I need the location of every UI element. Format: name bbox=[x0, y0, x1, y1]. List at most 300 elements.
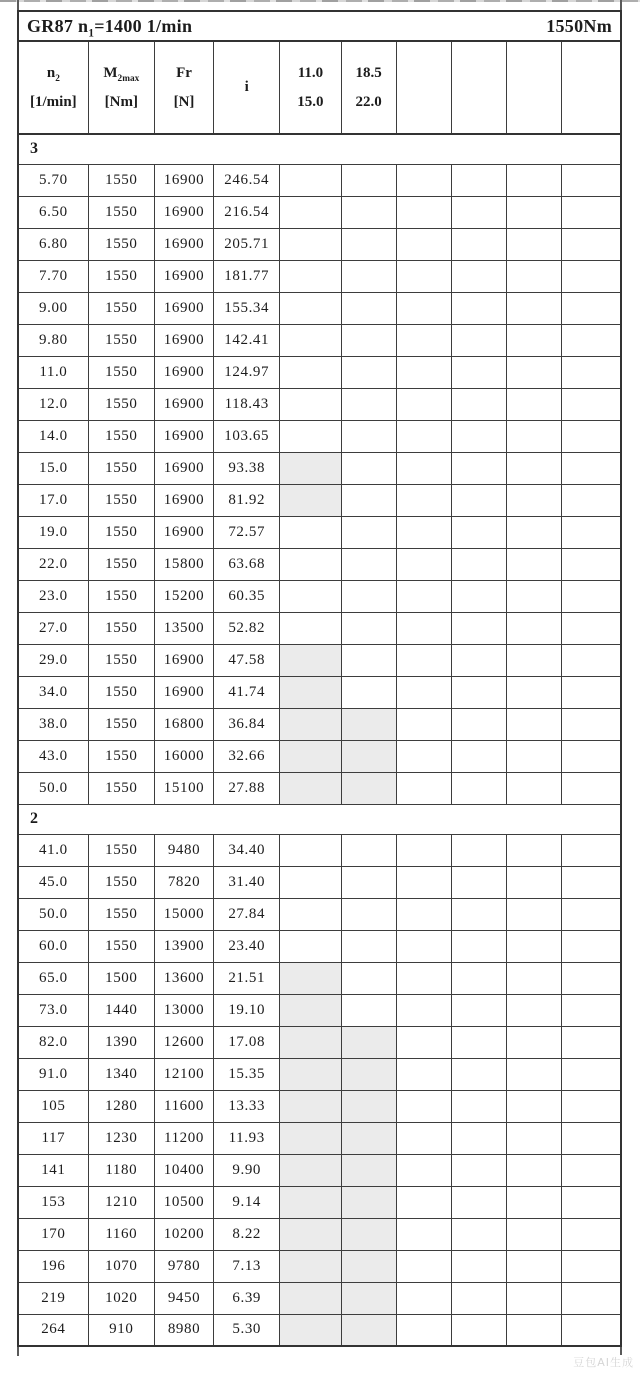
cell-i: 41.74 bbox=[214, 676, 280, 708]
cell-empty bbox=[507, 962, 562, 994]
cell-fr: 16900 bbox=[154, 260, 213, 292]
cell-i: 155.34 bbox=[214, 292, 280, 324]
cell-m2max: 1550 bbox=[88, 516, 154, 548]
cell-ratio1 bbox=[280, 260, 341, 292]
cell-i: 9.14 bbox=[214, 1186, 280, 1218]
cell-empty bbox=[507, 1314, 562, 1346]
cell-empty bbox=[562, 1154, 621, 1186]
cell-i: 19.10 bbox=[214, 994, 280, 1026]
cell-i: 32.66 bbox=[214, 740, 280, 772]
cell-empty bbox=[507, 228, 562, 260]
cell-empty bbox=[451, 994, 506, 1026]
cell-m2max: 1550 bbox=[88, 930, 154, 962]
cell-m2max: 1550 bbox=[88, 772, 154, 804]
cell-i: 93.38 bbox=[214, 452, 280, 484]
torque-rating: 1550Nm bbox=[546, 15, 612, 36]
cell-empty bbox=[562, 420, 621, 452]
cell-empty bbox=[451, 1186, 506, 1218]
cell-ratio1 bbox=[280, 1314, 341, 1346]
cell-fr: 15000 bbox=[154, 898, 213, 930]
cell-m2max: 1550 bbox=[88, 834, 154, 866]
table-row bbox=[18, 1122, 621, 1154]
cell-i: 23.40 bbox=[214, 930, 280, 962]
cell-i: 124.97 bbox=[214, 356, 280, 388]
cell-ratio2 bbox=[341, 196, 396, 228]
cell-empty bbox=[396, 580, 451, 612]
cell-empty bbox=[562, 708, 621, 740]
cell-fr: 16900 bbox=[154, 516, 213, 548]
header-m2max-unit: [Nm] bbox=[104, 93, 138, 110]
table-row bbox=[18, 1058, 621, 1090]
cell-empty bbox=[396, 676, 451, 708]
cell-n2: 27.0 bbox=[18, 612, 88, 644]
cell-empty bbox=[562, 1122, 621, 1154]
cell-n2: 6.50 bbox=[18, 196, 88, 228]
cell-empty bbox=[562, 388, 621, 420]
cell-empty bbox=[507, 548, 562, 580]
cell-n2: 11.0 bbox=[18, 356, 88, 388]
cell-empty bbox=[507, 994, 562, 1026]
cell-empty bbox=[451, 612, 506, 644]
cell-n2: 5.70 bbox=[18, 164, 88, 196]
cell-ratio2 bbox=[341, 516, 396, 548]
table-row bbox=[18, 994, 621, 1026]
cell-n2: 9.00 bbox=[18, 292, 88, 324]
cell-ratio1 bbox=[280, 452, 341, 484]
cell-m2max: 1020 bbox=[88, 1282, 154, 1314]
cell-empty bbox=[507, 580, 562, 612]
cell-ratio1 bbox=[280, 898, 341, 930]
header-m2max bbox=[88, 41, 154, 134]
table-row bbox=[18, 1218, 621, 1250]
cell-m2max: 1550 bbox=[88, 324, 154, 356]
cell-empty bbox=[396, 1282, 451, 1314]
cell-ratio1 bbox=[280, 228, 341, 260]
table-row bbox=[18, 1154, 621, 1186]
cell-empty bbox=[562, 1058, 621, 1090]
cell-fr: 16900 bbox=[154, 356, 213, 388]
header-m2max-symbol: $M_{2max}$ bbox=[103, 65, 140, 84]
cell-empty bbox=[507, 420, 562, 452]
cell-i: 7.13 bbox=[214, 1250, 280, 1282]
cell-ratio2 bbox=[341, 1186, 396, 1218]
cell-fr: 13500 bbox=[154, 612, 213, 644]
cell-ratio1 bbox=[280, 1058, 341, 1090]
cell-n2: 50.0 bbox=[18, 772, 88, 804]
cell-empty bbox=[451, 388, 506, 420]
cell-empty bbox=[451, 292, 506, 324]
cell-i: 81.92 bbox=[214, 484, 280, 516]
cell-m2max: 1280 bbox=[88, 1090, 154, 1122]
cell-i: 5.30 bbox=[214, 1314, 280, 1346]
table-row bbox=[18, 580, 621, 612]
cell-empty bbox=[507, 356, 562, 388]
cell-empty bbox=[507, 292, 562, 324]
cell-empty bbox=[562, 994, 621, 1026]
cell-m2max: 1340 bbox=[88, 1058, 154, 1090]
cell-m2max: 1550 bbox=[88, 260, 154, 292]
cell-empty bbox=[507, 1282, 562, 1314]
cell-empty bbox=[562, 612, 621, 644]
cell-empty bbox=[396, 708, 451, 740]
cell-empty bbox=[451, 260, 506, 292]
cell-empty bbox=[396, 612, 451, 644]
cell-empty bbox=[562, 930, 621, 962]
cell-empty bbox=[451, 452, 506, 484]
cell-fr: 16900 bbox=[154, 228, 213, 260]
cell-empty bbox=[396, 484, 451, 516]
cell-empty bbox=[451, 1250, 506, 1282]
table-row bbox=[18, 164, 621, 196]
title-row bbox=[18, 11, 621, 41]
ratio-value: 15.0 bbox=[297, 93, 324, 110]
cell-empty bbox=[396, 834, 451, 866]
cell-empty bbox=[451, 356, 506, 388]
cell-n2: 219 bbox=[18, 1282, 88, 1314]
cell-empty bbox=[451, 1058, 506, 1090]
cell-i: 8.22 bbox=[214, 1218, 280, 1250]
cell-empty bbox=[562, 324, 621, 356]
cell-empty bbox=[507, 196, 562, 228]
cell-empty bbox=[451, 196, 506, 228]
cell-empty bbox=[507, 1154, 562, 1186]
cell-ratio2 bbox=[341, 962, 396, 994]
cell-fr: 15100 bbox=[154, 772, 213, 804]
cell-i: 17.08 bbox=[214, 1026, 280, 1058]
cell-ratio2 bbox=[341, 292, 396, 324]
cell-m2max: 1550 bbox=[88, 898, 154, 930]
cell-empty bbox=[451, 1314, 506, 1346]
cell-empty bbox=[562, 772, 621, 804]
cell-i: 27.84 bbox=[214, 898, 280, 930]
cell-empty bbox=[451, 484, 506, 516]
cell-ratio1 bbox=[280, 548, 341, 580]
cell-ratio1 bbox=[280, 834, 341, 866]
cell-empty bbox=[507, 708, 562, 740]
header-empty-1 bbox=[396, 41, 451, 134]
cell-empty bbox=[396, 324, 451, 356]
cell-empty bbox=[451, 580, 506, 612]
ratio-value: 11.0 bbox=[297, 65, 324, 81]
cell-empty bbox=[562, 452, 621, 484]
table-row bbox=[18, 1314, 621, 1346]
cell-m2max: 1550 bbox=[88, 228, 154, 260]
cell-empty bbox=[562, 834, 621, 866]
cell-ratio2 bbox=[341, 612, 396, 644]
cell-empty bbox=[396, 1250, 451, 1282]
cell-fr: 16800 bbox=[154, 708, 213, 740]
cell-ratio1 bbox=[280, 164, 341, 196]
cell-empty bbox=[562, 1314, 621, 1346]
cell-ratio1 bbox=[280, 930, 341, 962]
cell-ratio2 bbox=[341, 548, 396, 580]
cell-empty bbox=[562, 292, 621, 324]
header-ratio-group-2 bbox=[341, 41, 396, 134]
table-row bbox=[18, 1282, 621, 1314]
cell-empty bbox=[562, 484, 621, 516]
cell-m2max: 1390 bbox=[88, 1026, 154, 1058]
cell-fr: 7820 bbox=[154, 866, 213, 898]
cell-ratio2 bbox=[341, 898, 396, 930]
cell-i: 36.84 bbox=[214, 708, 280, 740]
cell-fr: 15800 bbox=[154, 548, 213, 580]
table-row bbox=[18, 676, 621, 708]
cell-ratio2 bbox=[341, 580, 396, 612]
section-header-row bbox=[18, 804, 621, 834]
cell-i: 142.41 bbox=[214, 324, 280, 356]
cell-fr: 16900 bbox=[154, 292, 213, 324]
table-row bbox=[18, 516, 621, 548]
cell-empty bbox=[562, 1090, 621, 1122]
cell-i: 11.93 bbox=[214, 1122, 280, 1154]
cell-ratio1 bbox=[280, 994, 341, 1026]
cell-i: 181.77 bbox=[214, 260, 280, 292]
cell-empty bbox=[507, 452, 562, 484]
cell-ratio1 bbox=[280, 1154, 341, 1186]
table-row bbox=[18, 420, 621, 452]
cell-m2max: 1550 bbox=[88, 580, 154, 612]
cell-n2: 153 bbox=[18, 1186, 88, 1218]
table-row bbox=[18, 708, 621, 740]
table-row bbox=[18, 612, 621, 644]
table-row bbox=[18, 962, 621, 994]
table-row bbox=[18, 324, 621, 356]
cell-ratio2 bbox=[341, 1218, 396, 1250]
cell-n2: 141 bbox=[18, 1154, 88, 1186]
cell-empty bbox=[451, 164, 506, 196]
cell-empty bbox=[562, 898, 621, 930]
section-label: 2 bbox=[18, 804, 621, 834]
cell-i: 27.88 bbox=[214, 772, 280, 804]
cell-empty bbox=[396, 1058, 451, 1090]
cell-fr: 16900 bbox=[154, 388, 213, 420]
cell-fr: 15200 bbox=[154, 580, 213, 612]
cell-empty bbox=[507, 866, 562, 898]
cell-fr: 13000 bbox=[154, 994, 213, 1026]
cell-n2: 14.0 bbox=[18, 420, 88, 452]
cell-empty bbox=[562, 196, 621, 228]
cell-i: 63.68 bbox=[214, 548, 280, 580]
spec-table bbox=[17, 10, 622, 1347]
cell-m2max: 1230 bbox=[88, 1122, 154, 1154]
cell-i: 6.39 bbox=[214, 1282, 280, 1314]
cell-n2: 15.0 bbox=[18, 452, 88, 484]
cell-i: 47.58 bbox=[214, 644, 280, 676]
cell-m2max: 1440 bbox=[88, 994, 154, 1026]
cell-n2: 50.0 bbox=[18, 898, 88, 930]
cell-empty bbox=[507, 1058, 562, 1090]
cell-ratio2 bbox=[341, 1058, 396, 1090]
cell-n2: 264 bbox=[18, 1314, 88, 1346]
cell-ratio1 bbox=[280, 612, 341, 644]
cell-ratio1 bbox=[280, 1282, 341, 1314]
cell-ratio2 bbox=[341, 388, 396, 420]
cell-m2max: 1550 bbox=[88, 740, 154, 772]
title-cell bbox=[18, 11, 621, 41]
table-row bbox=[18, 644, 621, 676]
cell-ratio1 bbox=[280, 676, 341, 708]
header-n2-symbol: $n_2$ bbox=[46, 65, 60, 84]
cell-ratio1 bbox=[280, 1218, 341, 1250]
header-empty-3 bbox=[507, 41, 562, 134]
cell-empty bbox=[396, 1154, 451, 1186]
cell-empty bbox=[507, 260, 562, 292]
cell-fr: 9780 bbox=[154, 1250, 213, 1282]
cell-empty bbox=[562, 516, 621, 548]
cell-ratio1 bbox=[280, 324, 341, 356]
cell-fr: 13600 bbox=[154, 962, 213, 994]
cell-empty bbox=[396, 196, 451, 228]
section-header-row bbox=[18, 134, 621, 164]
column-header-row bbox=[18, 41, 621, 134]
table-row bbox=[18, 898, 621, 930]
cell-ratio1 bbox=[280, 644, 341, 676]
cell-empty bbox=[507, 324, 562, 356]
cell-ratio1 bbox=[280, 292, 341, 324]
cell-ratio1 bbox=[280, 708, 341, 740]
cell-i: 205.71 bbox=[214, 228, 280, 260]
cell-fr: 16900 bbox=[154, 452, 213, 484]
cell-fr: 9450 bbox=[154, 1282, 213, 1314]
cell-empty bbox=[396, 452, 451, 484]
cell-m2max: 1550 bbox=[88, 676, 154, 708]
table-row bbox=[18, 548, 621, 580]
cell-empty bbox=[451, 644, 506, 676]
cell-empty bbox=[451, 772, 506, 804]
cell-ratio2 bbox=[341, 708, 396, 740]
table-row bbox=[18, 356, 621, 388]
cell-ratio2 bbox=[341, 228, 396, 260]
cell-m2max: 1550 bbox=[88, 644, 154, 676]
cell-n2: 29.0 bbox=[18, 644, 88, 676]
cell-i: 216.54 bbox=[214, 196, 280, 228]
cell-empty bbox=[396, 994, 451, 1026]
cell-m2max: 1550 bbox=[88, 548, 154, 580]
cell-empty bbox=[507, 1122, 562, 1154]
cell-empty bbox=[451, 708, 506, 740]
scan-edge-artifact bbox=[0, 0, 640, 2]
cell-ratio2 bbox=[341, 356, 396, 388]
cell-empty bbox=[562, 1250, 621, 1282]
header-n2-unit: [1/min] bbox=[30, 93, 77, 110]
cell-n2: 41.0 bbox=[18, 834, 88, 866]
cell-fr: 11200 bbox=[154, 1122, 213, 1154]
cell-fr: 10400 bbox=[154, 1154, 213, 1186]
gearbox-rating-table bbox=[17, 10, 622, 1347]
cell-empty bbox=[396, 644, 451, 676]
cell-m2max: 1550 bbox=[88, 612, 154, 644]
cell-empty bbox=[396, 1218, 451, 1250]
cell-ratio1 bbox=[280, 196, 341, 228]
cell-fr: 10200 bbox=[154, 1218, 213, 1250]
cell-i: 103.65 bbox=[214, 420, 280, 452]
table-row bbox=[18, 772, 621, 804]
cell-empty bbox=[562, 1282, 621, 1314]
cell-ratio1 bbox=[280, 580, 341, 612]
cell-empty bbox=[396, 1090, 451, 1122]
cell-empty bbox=[451, 1026, 506, 1058]
header-n2 bbox=[18, 41, 88, 134]
cell-ratio2 bbox=[341, 1250, 396, 1282]
cell-empty bbox=[396, 1186, 451, 1218]
cell-empty bbox=[562, 1026, 621, 1058]
table-row bbox=[18, 866, 621, 898]
cell-m2max: 1550 bbox=[88, 164, 154, 196]
cell-m2max: 1550 bbox=[88, 866, 154, 898]
table-row bbox=[18, 388, 621, 420]
cell-i: 72.57 bbox=[214, 516, 280, 548]
cell-empty bbox=[507, 930, 562, 962]
cell-m2max: 1210 bbox=[88, 1186, 154, 1218]
cell-empty bbox=[562, 1186, 621, 1218]
header-fr-unit: [N] bbox=[173, 93, 195, 110]
cell-m2max: 1550 bbox=[88, 420, 154, 452]
cell-ratio1 bbox=[280, 1026, 341, 1058]
cell-n2: 91.0 bbox=[18, 1058, 88, 1090]
cell-empty bbox=[507, 516, 562, 548]
cell-n2: 23.0 bbox=[18, 580, 88, 612]
cell-ratio1 bbox=[280, 772, 341, 804]
cell-empty bbox=[451, 228, 506, 260]
cell-ratio1 bbox=[280, 1186, 341, 1218]
cell-empty bbox=[451, 834, 506, 866]
cell-i: 52.82 bbox=[214, 612, 280, 644]
cell-empty bbox=[562, 260, 621, 292]
cell-empty bbox=[562, 866, 621, 898]
cell-ratio2 bbox=[341, 420, 396, 452]
cell-ratio2 bbox=[341, 1154, 396, 1186]
cell-fr: 16900 bbox=[154, 420, 213, 452]
cell-m2max: 910 bbox=[88, 1314, 154, 1346]
cell-empty bbox=[396, 516, 451, 548]
cell-n2: 34.0 bbox=[18, 676, 88, 708]
cell-ratio1 bbox=[280, 1090, 341, 1122]
cell-m2max: 1550 bbox=[88, 196, 154, 228]
cell-empty bbox=[562, 740, 621, 772]
cell-empty bbox=[451, 962, 506, 994]
cell-empty bbox=[451, 1218, 506, 1250]
cell-empty bbox=[396, 228, 451, 260]
cell-ratio2 bbox=[341, 1122, 396, 1154]
table-row bbox=[18, 834, 621, 866]
cell-ratio2 bbox=[341, 994, 396, 1026]
cell-empty bbox=[396, 1026, 451, 1058]
cell-fr: 12600 bbox=[154, 1026, 213, 1058]
cell-empty bbox=[451, 324, 506, 356]
cell-empty bbox=[396, 898, 451, 930]
table-row bbox=[18, 260, 621, 292]
cell-ratio2 bbox=[341, 1314, 396, 1346]
cell-n2: 17.0 bbox=[18, 484, 88, 516]
cell-n2: 196 bbox=[18, 1250, 88, 1282]
cell-i: 9.90 bbox=[214, 1154, 280, 1186]
cell-empty bbox=[562, 164, 621, 196]
cell-empty bbox=[507, 644, 562, 676]
cell-n2: 12.0 bbox=[18, 388, 88, 420]
ratio-value: 22.0 bbox=[355, 93, 382, 110]
header-ratio-i: i bbox=[214, 41, 280, 134]
cell-empty bbox=[396, 292, 451, 324]
table-row bbox=[18, 930, 621, 962]
cell-fr: 16000 bbox=[154, 740, 213, 772]
cell-empty bbox=[507, 164, 562, 196]
header-ratio-group-1 bbox=[280, 41, 341, 134]
cell-fr: 12100 bbox=[154, 1058, 213, 1090]
cell-ratio1 bbox=[280, 356, 341, 388]
cell-m2max: 1550 bbox=[88, 356, 154, 388]
cell-empty bbox=[562, 356, 621, 388]
table-row bbox=[18, 196, 621, 228]
